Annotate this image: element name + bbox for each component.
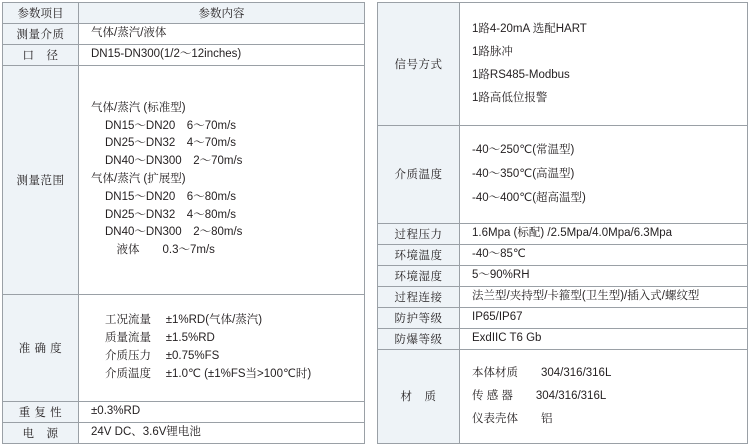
range-line-3: DN25～DN32 4～70m/s xyxy=(105,137,237,150)
range-line-7: DN25～DN32 4～80m/s xyxy=(105,208,237,221)
row-value-power: 24V DC、3.6V锂电池 xyxy=(79,423,365,444)
signal-line-1: 1路4-20mA 选配HART xyxy=(472,22,587,35)
table-row xyxy=(3,66,365,295)
row-label-process-pressure: 过程压力 xyxy=(378,223,460,244)
signal-line-4: 1路高低位报警 xyxy=(472,91,548,104)
row-label-accuracy: 准 确 度 xyxy=(3,294,79,401)
table-row xyxy=(378,244,748,265)
table-row xyxy=(3,3,365,24)
table-row xyxy=(3,294,365,401)
row-label-ambient-humidity: 环境湿度 xyxy=(378,265,460,286)
row-value-ambient-temp: -40～85℃ xyxy=(460,244,748,265)
row-value-repeatability: ±0.3%RD xyxy=(79,402,365,423)
row-label-range: 测量范围 xyxy=(3,66,79,295)
row-label-medium: 测量介质 xyxy=(3,24,79,45)
table-row xyxy=(378,349,748,443)
row-label-signal: 信号方式 xyxy=(378,3,460,126)
table-row xyxy=(378,125,748,223)
signal-line-3: 1路RS485-Modbus xyxy=(472,68,570,81)
row-label-ambient-temp: 环境温度 xyxy=(378,244,460,265)
row-value-material xyxy=(460,349,748,443)
row-label-explosion-grade: 防爆等级 xyxy=(378,328,460,349)
table-row xyxy=(378,265,748,286)
range-line-9: 液体 0.3～7m/s xyxy=(105,244,215,257)
left-spec-table xyxy=(2,2,365,444)
table-row xyxy=(378,3,748,126)
table-row xyxy=(3,24,365,45)
medium-temp-line-1: -40～250℃(常温型) xyxy=(472,144,575,157)
row-value-accuracy xyxy=(79,294,365,401)
medium-temp-line-3: -40～400℃(超高温型) xyxy=(472,192,586,205)
range-line-2: DN15～DN20 6～70m/s xyxy=(105,119,237,132)
left-header-col2: 参数内容 xyxy=(79,3,365,24)
row-label-diameter: 口 径 xyxy=(3,45,79,66)
range-line-6: DN15～DN20 6～80m/s xyxy=(105,190,237,203)
material-line-2: 传 感 器 304/316/316L xyxy=(472,389,607,402)
row-label-repeatability: 重 复 性 xyxy=(3,402,79,423)
table-row xyxy=(378,328,748,349)
table-row xyxy=(3,45,365,66)
row-value-medium-temp xyxy=(460,125,748,223)
row-value-ambient-humidity: 5～90%RH xyxy=(460,265,748,286)
row-label-process-connection: 过程连接 xyxy=(378,286,460,307)
range-line-8: DN40～DN300 2～80m/s xyxy=(105,226,243,239)
right-spec-table xyxy=(377,2,748,444)
row-value-process-pressure: 1.6Mpa (标配) /2.5Mpa/4.0Mpa/6.3Mpa xyxy=(460,223,748,244)
row-label-material: 材 质 xyxy=(378,349,460,443)
row-value-signal xyxy=(460,3,748,126)
left-header-col1: 参数项目 xyxy=(3,3,79,24)
accuracy-line-4: 介质温度 ±1.0℃ (±1%FS当>100℃时) xyxy=(105,367,312,380)
range-line-4: DN40～DN300 2～70m/s xyxy=(105,155,243,168)
row-label-protection-grade: 防护等级 xyxy=(378,307,460,328)
signal-line-2: 1路脉冲 xyxy=(472,45,513,58)
accuracy-line-3: 介质压力 ±0.75%FS xyxy=(105,349,220,362)
range-line-1: 气体/蒸汽 (标准型) xyxy=(91,101,186,114)
accuracy-line-1: 工况流量 ±1%RD(气体/蒸汽) xyxy=(105,314,263,327)
row-label-medium-temp: 介质温度 xyxy=(378,125,460,223)
table-row xyxy=(378,286,748,307)
row-value-process-connection: 法兰型/夹持型/卡箍型(卫生型)/插入式/螺纹型 xyxy=(460,286,748,307)
row-value-diameter: DN15-DN300(1/2～12inches) xyxy=(79,45,365,66)
table-row xyxy=(378,223,748,244)
table-row xyxy=(3,402,365,423)
row-value-range xyxy=(79,66,365,295)
range-line-5: 气体/蒸汽 (扩展型) xyxy=(91,173,186,186)
material-line-3: 仪表壳体 铝 xyxy=(472,412,553,425)
table-row xyxy=(378,307,748,328)
row-value-medium: 气体/蒸汽/液体 xyxy=(79,24,365,45)
medium-temp-line-2: -40～350℃(高温型) xyxy=(472,168,575,181)
table-row xyxy=(3,423,365,444)
accuracy-line-2: 质量流量 ±1.5%RD xyxy=(105,332,215,345)
material-line-1: 本体材质 304/316/316L xyxy=(472,366,612,379)
row-value-explosion-grade: ExdIIC T6 Gb xyxy=(460,328,748,349)
row-label-power: 电 源 xyxy=(3,423,79,444)
row-value-protection-grade: IP65/IP67 xyxy=(460,307,748,328)
